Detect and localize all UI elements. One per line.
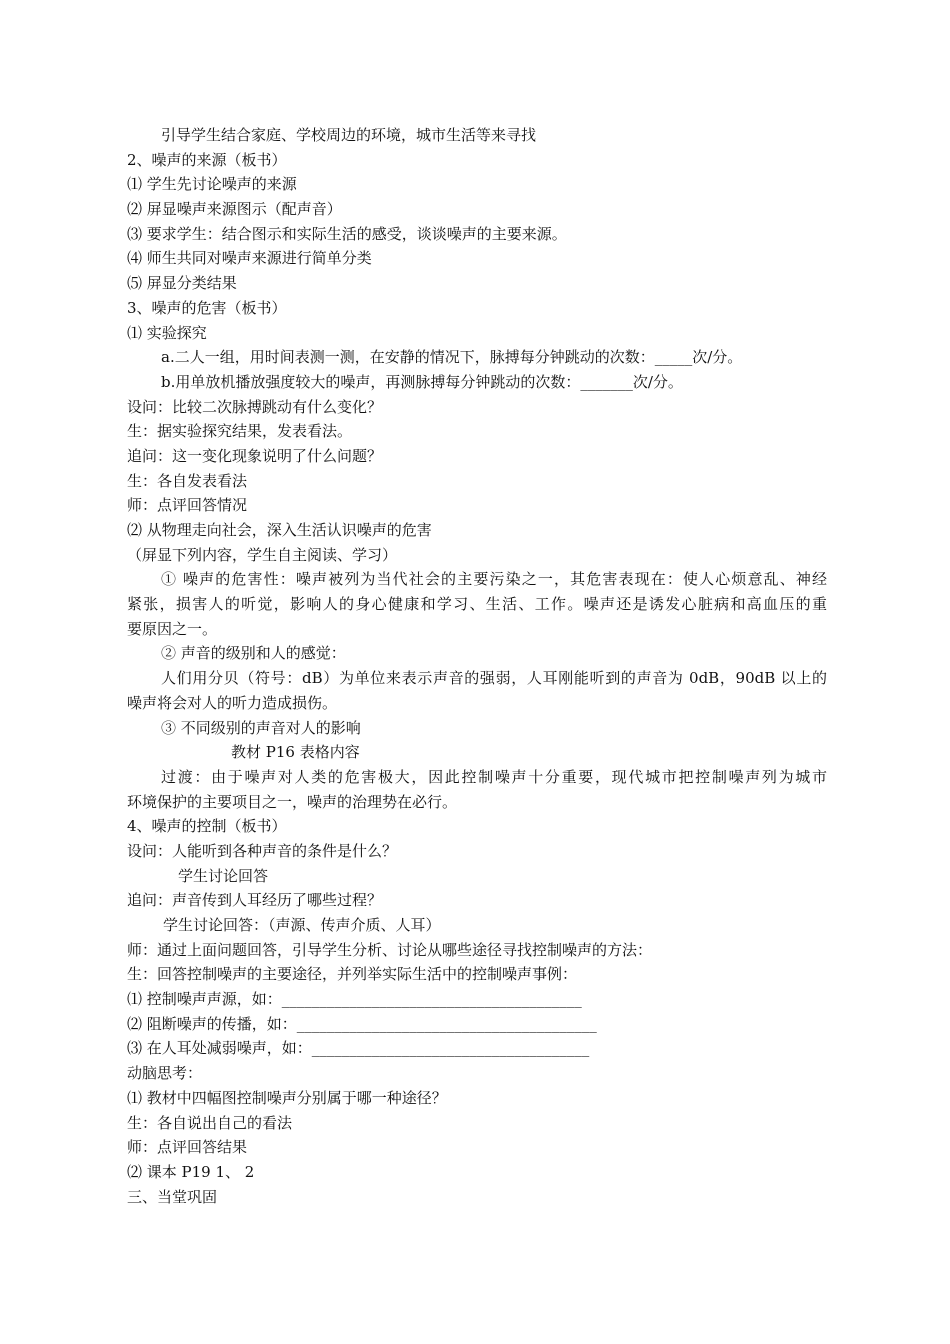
text-line: ⑸ 屏显分类结果 (127, 274, 237, 293)
text-line: 紧张，损害人的听觉，影响人的身心健康和学习、生活、工作。噪声还是诱发心脏病和高血压的重 (127, 595, 827, 614)
text-line: ⑴ 学生先讨论噪声的来源 (127, 175, 297, 194)
text-line: ⑶ 在人耳处减弱噪声，如：_____________________________________ (127, 1039, 590, 1058)
text-line: 设问：比较二次脉搏跳动有什么变化？ (127, 397, 383, 416)
text-line: （屏显下列内容，学生自主阅读、学习） (127, 545, 398, 564)
text-line: 环境保护的主要项目之一，噪声的治理势在必行。 (127, 792, 458, 811)
text-line: b.用单放机播放强度较大的噪声，再测脉搏每分钟跳动的次数：_______次/分。 (161, 372, 683, 391)
text-line: 师：点评回答情况 (127, 496, 248, 515)
text-line: ⑵ 阻断噪声的传播，如：________________________________________ (127, 1014, 597, 1033)
text-line: ⑵ 从物理走向社会，深入生活认识噪声的危害 (127, 521, 432, 539)
text-line: 引导学生结合家庭、学校周边的环境，城市生活等来寻找 (161, 126, 537, 144)
text-line: 生：据实验探究结果，发表看法。 (127, 422, 353, 441)
section-heading: 4、噪声的控制（板书） (127, 817, 287, 836)
section-heading: 3、噪声的危害（板书） (127, 298, 287, 317)
text-line: a.二人一组，用时间表测一测，在安静的情况下，脉搏每分钟跳动的次数：_____次/分。 (161, 348, 743, 367)
text-line: 师：通过上面问题回答，引导学生分析、讨论从哪些途径寻找控制噪声的方法： (127, 940, 653, 959)
text-line: ⑷ 师生共同对噪声来源进行简单分类 (127, 249, 372, 268)
text-line: ③ 不同级别的声音对人的影响 (161, 718, 361, 737)
text-line: ⑵ 屏显噪声来源图示（配声音） (127, 200, 342, 219)
text-line: 生：各自说出自己的看法 (127, 1113, 293, 1132)
document-body (127, 123, 827, 1209)
text-line: 人们用分贝（符号：dB）为单位来表示声音的强弱，人耳刚能听到的声音为 0dB，90dB 以上的 (161, 669, 827, 688)
text-line: 师：点评回答结果 (127, 1138, 248, 1157)
text-line: 生：回答控制噪声的主要途径，并列举实际生活中的控制噪声事例： (127, 965, 578, 984)
text-line: 追问：这一变化现象说明了什么问题？ (127, 446, 383, 465)
section-heading: 三、当堂巩固 (127, 1187, 218, 1206)
text-line: 动脑思考： (127, 1064, 203, 1083)
text-line: 噪声将会对人的听力造成损伤。 (127, 693, 338, 712)
text-line: ② 声音的级别和人的感觉： (161, 644, 346, 663)
text-line: 要原因之一。 (127, 619, 218, 638)
text-line: 学生讨论回答 (178, 866, 269, 885)
section-heading: 2、噪声的来源（板书） (127, 150, 287, 169)
text-line: ⑴ 教材中四幅图控制噪声分别属于哪一种途径？ (127, 1088, 447, 1107)
text-line: 生：各自发表看法 (127, 471, 248, 490)
text-line: ⑶ 要求学生：结合图示和实际生活的感受，谈谈噪声的主要来源。 (127, 224, 567, 243)
text-line: ⑵ 课本 P19 1、 2 (127, 1162, 255, 1181)
text-line: ⑴ 实验探究 (127, 323, 207, 342)
text-line: 过渡：由于噪声对人类的危害极大，因此控制噪声十分重要，现代城市把控制噪声列为城市 (161, 767, 827, 786)
text-line: ① 噪声的危害性：噪声被列为当代社会的主要污染之一，其危害表现在：使人心烦意乱、神经 (161, 570, 827, 589)
text-line: 教材 P16 表格内容 (231, 743, 360, 762)
text-line: 追问：声音传到人耳经历了哪些过程？ (127, 891, 383, 910)
text-line: ⑴ 控制噪声声源，如：________________________________________ (127, 990, 582, 1009)
text-line: 学生讨论回答：（声源、传声介质、人耳） (163, 916, 441, 934)
text-line: 设问：人能听到各种声音的条件是什么？ (127, 841, 398, 860)
